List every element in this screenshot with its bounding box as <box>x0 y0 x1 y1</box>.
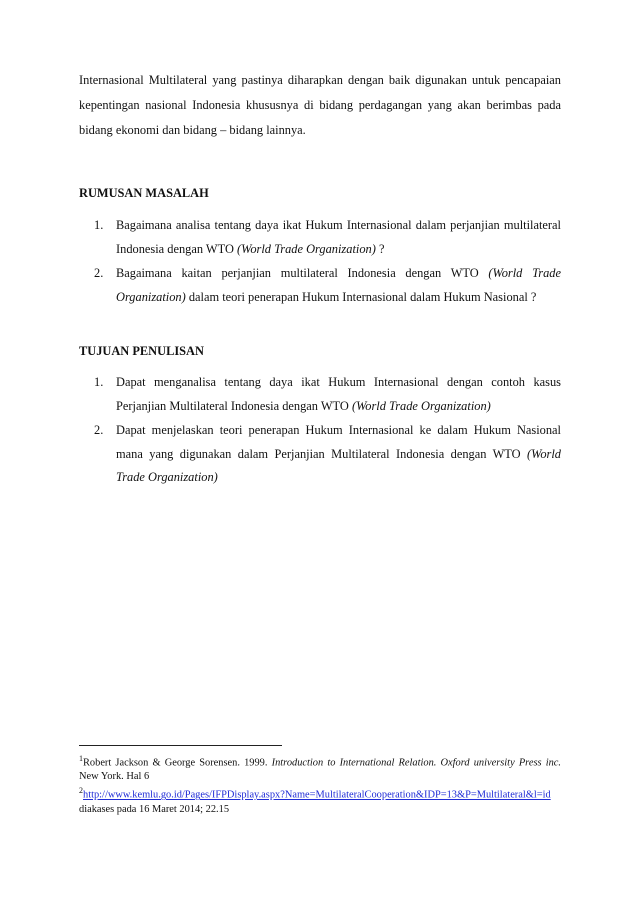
list-number: 2. <box>94 423 104 437</box>
footnote-2 <box>79 784 561 816</box>
list-italic-text: (World Trade Organization) <box>116 446 561 484</box>
footnote-marker: 2 <box>79 786 83 796</box>
list-number: 1. <box>94 375 104 389</box>
footnote-1 <box>79 752 561 784</box>
section-heading-tujuan-penulisan: TUJUAN PENULISAN <box>79 344 204 358</box>
footnote-italic-text: Introduction to International Relation. Oxford university Press inc. <box>271 757 561 769</box>
tujuan-penulisan-list <box>94 371 561 490</box>
list-text: Dapat menjelaskan teori penerapan Hukum Internasional ke dalam Hukum Nasional mana yang digunakan dalam Perjanjian Multilateral Indonesia dengan WTO <box>116 423 561 461</box>
footnote-text-after: New York. Hal 6 <box>79 771 150 783</box>
footnotes <box>79 752 561 817</box>
section-heading-rumusan-masalah: RUMUSAN MASALAH <box>79 186 209 200</box>
list-text: Bagaimana kaitan perjanjian multilateral Indonesia dengan WTO <box>116 266 489 280</box>
list-italic-text: (World Trade Organization) <box>116 266 562 304</box>
list-item <box>94 214 561 261</box>
footnote-link[interactable]: http://www.kemlu.go.id/Pages/IFPDisplay.aspx?Name=MultilateralCooperation&IDP=13&P=Multilateral&l=id <box>83 789 551 801</box>
list-number: 1. <box>94 218 104 232</box>
footnote-divider <box>79 745 282 746</box>
list-text: Dapat menganalisa tentang daya ikat Hukum Internasional dengan contoh kasus Perjanjian Multilateral Indonesia dengan WTO <box>116 375 561 413</box>
list-item <box>94 262 561 309</box>
list-italic-text: (World Trade Organization) <box>351 398 491 413</box>
list-text-after: dalam teori penerapan Hukum Internasional dalam Hukum Nasional ? <box>185 289 537 304</box>
rumusan-masalah-list <box>94 214 561 309</box>
list-item <box>94 371 561 418</box>
footnote-text: Robert Jackson & George Sorensen. 1999. <box>83 757 272 769</box>
intro-paragraph: Internasional Multilateral yang pastinya diharapkan dengan baik digunakan untuk pencapaian kepentingan nasional Indonesia khususnya di bidang perdagangan yang akan berimbas pada bidang ekonomi dan bidang – bidang lainnya. <box>79 73 561 137</box>
list-text-after: ? <box>375 241 385 256</box>
list-italic-text: (World Trade Organization) <box>237 241 376 256</box>
footnote-marker: 1 <box>79 754 83 763</box>
list-text: Bagaimana analisa tentang daya ikat Hukum Internasional dalam perjanjian multilateral Indonesia dengan WTO <box>116 218 561 256</box>
list-item <box>94 419 561 490</box>
footnote-text-after: diakases pada 16 Maret 2014; 22.15 <box>79 803 230 815</box>
list-number: 2. <box>94 266 104 280</box>
